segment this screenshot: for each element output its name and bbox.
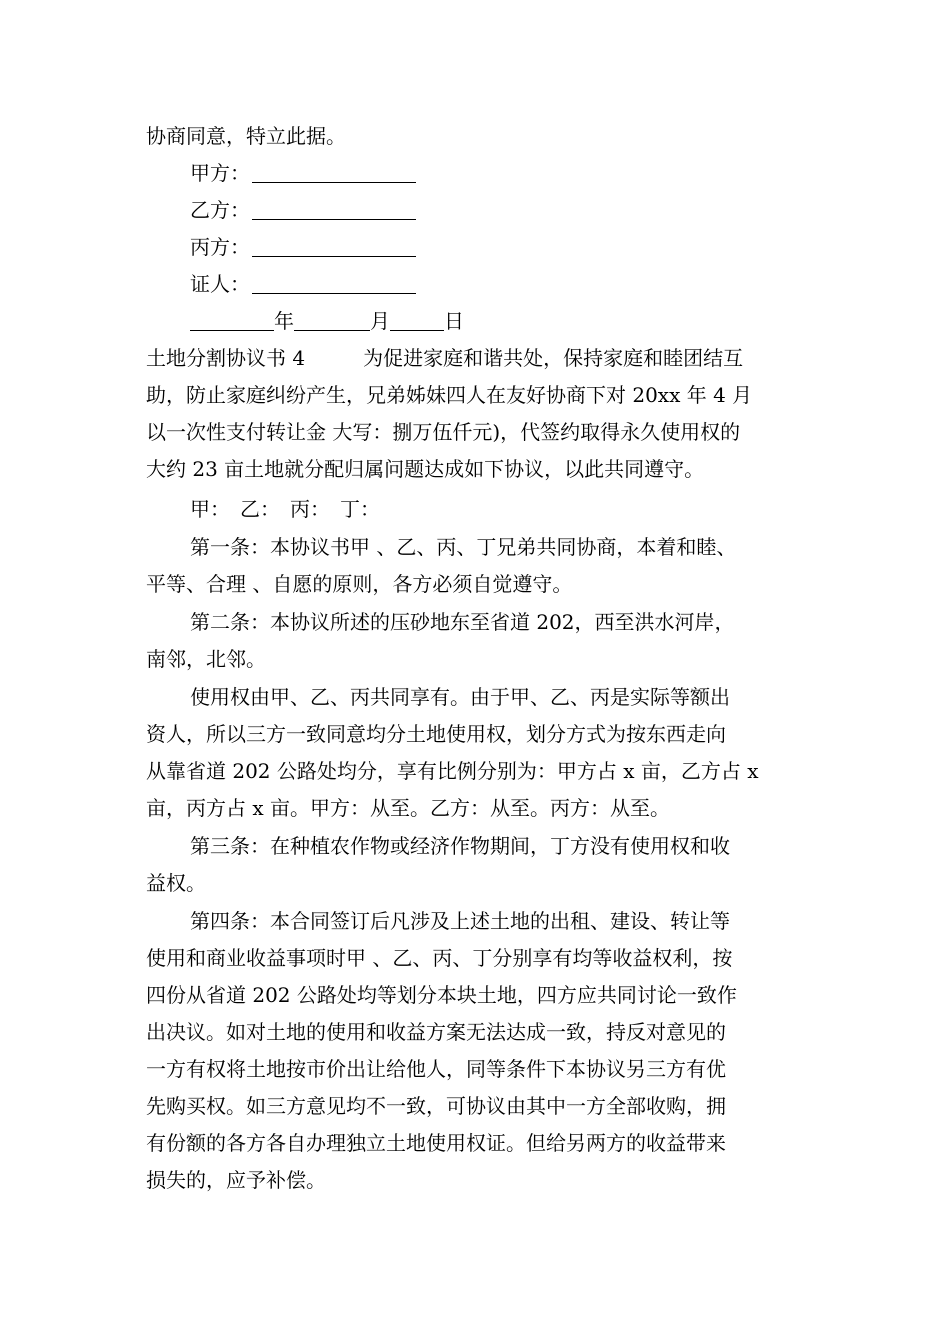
article-4-line: 四份从省道 202 公路处均等划分本块土地，四方应共同讨论一致作 [146, 983, 737, 1007]
signature-party-b [190, 191, 870, 229]
article-1-line: 第一条：本协议书甲 、乙、丙、丁兄弟共同协商，本着和睦、 [190, 535, 737, 559]
date-line [190, 302, 870, 340]
signature-party-c [190, 228, 870, 266]
month-label: 月 [370, 309, 390, 333]
signature-witness [190, 265, 870, 303]
day-label: 日 [444, 309, 464, 333]
signature-label: 甲方： [190, 161, 250, 185]
article-4-line: 先购买权。如三方意见均不一致，可协议由其中一方全部收购，拥 [146, 1094, 726, 1118]
year-blank [190, 310, 274, 331]
article-4-line: 损失的，应予补偿。 [146, 1168, 326, 1192]
signature-label: 乙方： [190, 198, 250, 222]
usage-right-line: 使用权由甲、乙、丙共同享有。由于甲、乙、丙是实际等额出 [190, 685, 730, 709]
year-label: 年 [274, 309, 294, 333]
article-4-line: 出决议。如对土地的使用和收益方案无法达成一致，持反对意见的 [146, 1020, 726, 1044]
article-4-line: 一方有权将土地按市价出让给他人，同等条件下本协议另三方有优 [146, 1057, 726, 1081]
article-1-line: 平等、合理 、自愿的原则，各方必须自觉遵守。 [146, 572, 573, 596]
signature-label: 证人： [190, 272, 250, 296]
party-label: 丁： [340, 497, 380, 521]
article-4-line: 使用和商业收益事项时甲 、乙、丙、丁分别享有均等收益权利，按 [146, 946, 733, 970]
paragraph-line: 以一次性支付转让金 大写：捌万伍仟元)，代签约取得永久使用权的 [146, 420, 741, 444]
signature-blank [252, 273, 416, 294]
party-label: 丙： [290, 497, 330, 521]
usage-right-line: 从靠省道 202 公路处均分，享有比例分别为：甲方占 x 亩，乙方占 x [146, 759, 759, 783]
usage-right-line: 资人，所以三方一致同意均分土地使用权，划分方式为按东西走向 [146, 722, 726, 746]
day-blank [390, 310, 444, 331]
signature-label: 丙方： [190, 235, 250, 259]
article-4-line: 有份额的各方各自办理独立土地使用权证。但给另两方的收益带来 [146, 1131, 726, 1155]
paragraph-line: 大约 23 亩土地就分配归属问题达成如下协议，以此共同遵守。 [146, 457, 705, 481]
article-2-line: 南邻，北邻。 [146, 647, 266, 671]
paragraph-text: 为促进家庭和谐共处，保持家庭和睦团结互 [363, 346, 744, 370]
parties-line [190, 490, 870, 528]
party-label: 乙： [240, 497, 280, 521]
section-title: 土地分割协议书 4 [146, 346, 306, 370]
article-4-line: 第四条：本合同签订后凡涉及上述土地的出租、建设、转让等 [190, 909, 730, 933]
month-blank [294, 310, 370, 331]
paragraph-line: 助，防止家庭纠纷产生，兄弟姊妹四人在友好协商下对 20xx 年 4 月 [146, 383, 753, 407]
party-label: 甲： [190, 497, 230, 521]
signature-blank [252, 236, 416, 257]
section-title-line [146, 339, 826, 377]
signature-party-a [190, 154, 870, 192]
article-3-line: 益权。 [146, 871, 206, 895]
article-3-line: 第三条：在种植农作物或经济作物期间，丁方没有使用权和收 [190, 834, 730, 858]
article-2-line: 第二条：本协议所述的压砂地东至省道 202，西至洪水河岸， [190, 610, 735, 634]
usage-right-line: 亩，丙方占 x 亩。甲方：从至。乙方：从至。丙方：从至。 [146, 796, 670, 820]
signature-blank [252, 162, 416, 183]
signature-blank [252, 199, 416, 220]
intro-end-line: 协商同意，特立此据。 [146, 124, 346, 148]
